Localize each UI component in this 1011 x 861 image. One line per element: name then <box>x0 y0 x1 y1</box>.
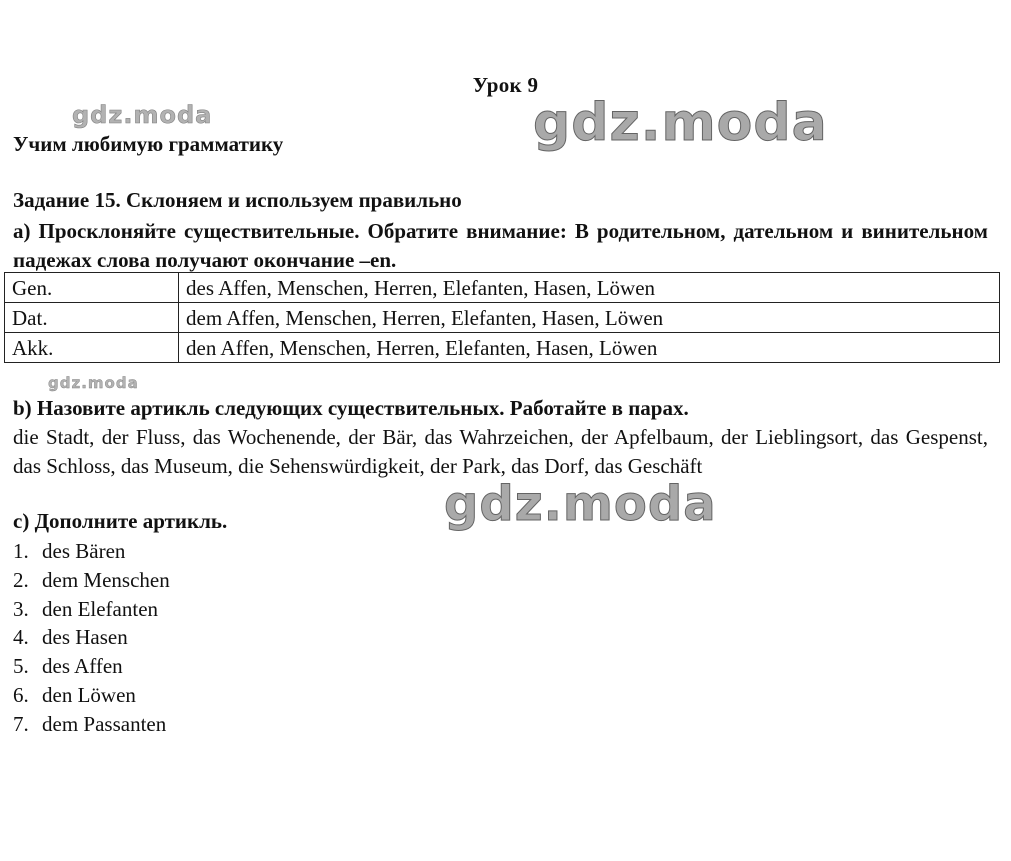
lesson-title: Урок 9 <box>472 73 539 97</box>
item-number: 6. <box>13 682 29 707</box>
declension-table <box>4 272 1000 363</box>
case-forms: dem Affen, Menschen, Herren, Elefanten, Hasen, Löwen <box>179 303 1000 333</box>
list-item <box>13 566 170 595</box>
item-text: den Löwen <box>42 682 136 707</box>
case-label: Akk. <box>5 333 179 363</box>
item-number: 7. <box>13 711 29 736</box>
task-title: Задание 15. Склоняем и используем правильно <box>13 188 462 212</box>
case-forms: des Affen, Menschen, Herren, Elefanten, Hasen, Löwen <box>179 273 1000 303</box>
item-number: 5. <box>13 654 29 679</box>
answer-list <box>13 537 170 739</box>
list-item <box>13 623 170 652</box>
item-number: 3. <box>13 596 29 621</box>
table-row <box>5 333 1000 363</box>
item-text: des Hasen <box>42 625 128 650</box>
item-text: den Elefanten <box>42 596 159 621</box>
case-label: Gen. <box>5 273 179 303</box>
list-item <box>13 537 170 566</box>
item-number: 2. <box>13 567 29 592</box>
table-row <box>5 303 1000 333</box>
table-row <box>5 273 1000 303</box>
watermark: gdz.moda <box>72 101 213 129</box>
part-c-instruction: c) Дополните артикль. <box>13 509 228 533</box>
part-b-noun-list: die Stadt, der Fluss, das Wochenende, der Bär, das Wahrzeichen, der Apfelbaum, der Lieblingsort, das Gespenst, das Schloss, das Museum, die Sehenswürdigkeit, der Park, das Dorf, das Geschäft <box>13 425 988 478</box>
item-number: 4. <box>13 625 29 650</box>
list-item <box>13 710 170 739</box>
list-item <box>13 595 170 624</box>
item-text: dem Passanten <box>42 711 167 736</box>
item-text: dem Menschen <box>42 567 170 592</box>
part-a-instruction: а) Просклоняйте существительные. Обратите внимание: В родительном, дательном и винительном падежах слова получают окончание –en. <box>13 219 988 272</box>
item-text: des Bären <box>42 539 126 563</box>
watermark: gdz.moda <box>48 374 139 392</box>
list-item <box>13 652 170 681</box>
list-item <box>13 681 170 710</box>
case-forms: den Affen, Menschen, Herren, Elefanten, Hasen, Löwen <box>179 333 1000 363</box>
watermark: gdz.moda <box>444 476 717 532</box>
item-number: 1. <box>13 539 29 563</box>
topic-heading: Учим любимую грамматику <box>13 132 284 156</box>
case-label: Dat. <box>5 303 179 333</box>
part-b-instruction: b) Назовите артикль следующих существительных. Работайте в парах. <box>13 396 689 420</box>
watermark: gdz.moda <box>533 93 828 153</box>
item-text: des Affen <box>42 654 123 679</box>
